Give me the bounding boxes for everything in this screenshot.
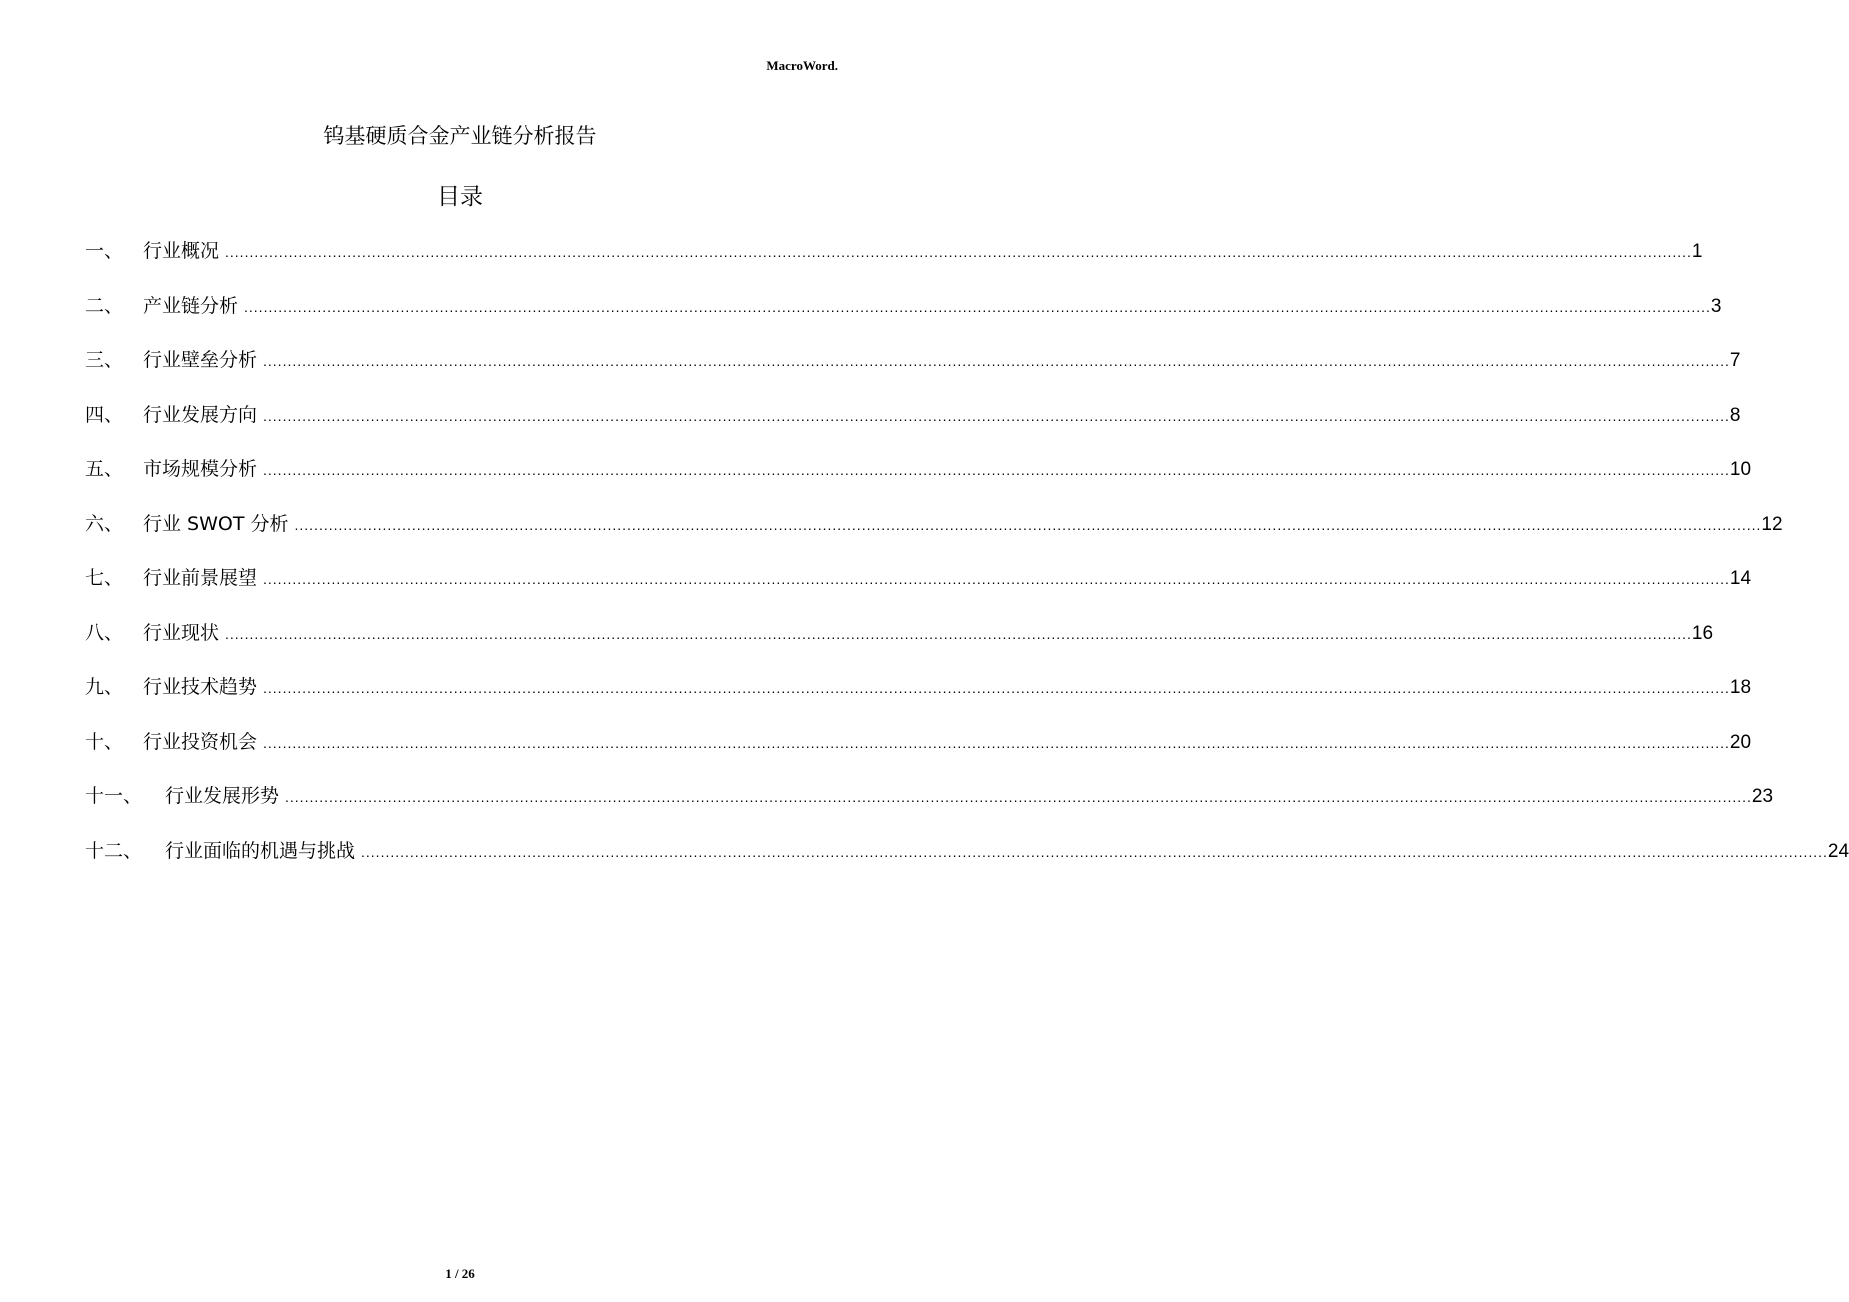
toc-entry-page[interactable]: 12: [1761, 513, 1783, 535]
toc-entry-label[interactable]: 产业链分析: [143, 294, 239, 317]
toc-entry-number: 四、: [85, 403, 124, 426]
toc-entry[interactable]: [85, 454, 1752, 509]
toc-entry[interactable]: [85, 509, 1783, 564]
table-of-contents: [85, 236, 1849, 890]
header-brand: MacroWord.: [766, 58, 838, 73]
dot-leader: ............................................................................................................................................................................................................................................................................................................: [225, 244, 1692, 260]
toc-entry-label[interactable]: 行业概况: [143, 240, 220, 262]
toc-entry-page[interactable]: 23: [1751, 786, 1774, 807]
dot-leader: ............................................................................................................................................................................................................................................................................................................: [263, 462, 1730, 478]
dot-leader: ............................................................................................................................................................................................................................................................................................................: [361, 843, 1828, 860]
toc-entry-label[interactable]: 行业发展形势: [165, 785, 280, 807]
toc-entry-page[interactable]: 18: [1729, 677, 1752, 698]
toc-entry-page[interactable]: 24: [1827, 840, 1849, 862]
toc-entry-label[interactable]: 行业投资机会: [143, 730, 258, 753]
dot-leader: ............................................................................................................................................................................................................................................................................................................: [244, 298, 1711, 315]
toc-heading: 目录: [437, 184, 483, 210]
toc-entry-number: 九、: [85, 676, 124, 698]
dot-leader: ............................................................................................................................................................................................................................................................................................................: [225, 625, 1692, 642]
dot-leader: ............................................................................................................................................................................................................................................................................................................: [263, 571, 1730, 587]
toc-entry-label[interactable]: 行业现状: [143, 621, 220, 644]
toc-entry[interactable]: [85, 618, 1714, 673]
document-title: 钨基硬质合金产业链分析报告: [323, 124, 597, 148]
dot-leader: ............................................................................................................................................................................................................................................................................................................: [285, 789, 1752, 805]
toc-entry-label[interactable]: 行业面临的机遇与挑战: [165, 839, 356, 862]
toc-entry-label[interactable]: 行业技术趋势: [143, 676, 258, 698]
toc-entry[interactable]: [85, 727, 1752, 782]
toc-entry-number: 十一、: [85, 785, 143, 807]
toc-entry[interactable]: [85, 400, 1741, 455]
toc-entry-number: 一、: [85, 240, 124, 262]
toc-entry-page[interactable]: 14: [1729, 568, 1752, 589]
toc-entry-label[interactable]: 行业发展方向: [143, 403, 258, 426]
toc-entry-number: 三、: [85, 349, 124, 371]
toc-entry-page[interactable]: 3: [1710, 295, 1722, 317]
toc-entry[interactable]: [85, 563, 1752, 618]
toc-entry-page[interactable]: 16: [1691, 622, 1714, 644]
toc-entry-page[interactable]: 10: [1729, 459, 1752, 480]
dot-leader: ............................................................................................................................................................................................................................................................................................................: [263, 353, 1730, 369]
toc-entry-number: 五、: [85, 458, 124, 480]
toc-entry-number: 二、: [85, 294, 124, 317]
toc-entry-number: 七、: [85, 567, 124, 589]
toc-entry-page[interactable]: 20: [1729, 731, 1752, 753]
toc-entry-page[interactable]: 8: [1729, 404, 1741, 426]
toc-entry-label[interactable]: 市场规模分析: [143, 458, 258, 480]
dot-leader: ............................................................................................................................................................................................................................................................................................................: [263, 734, 1730, 751]
toc-entry-number: 八、: [85, 621, 124, 644]
dot-leader: ............................................................................................................................................................................................................................................................................................................: [294, 516, 1762, 533]
toc-entry-label[interactable]: 行业壁垒分析: [143, 349, 258, 371]
toc-entry-number: 六、: [85, 512, 124, 535]
dot-leader: ............................................................................................................................................................................................................................................................................................................: [263, 407, 1730, 424]
toc-entry-page[interactable]: 7: [1729, 350, 1741, 371]
toc-entry[interactable]: [85, 236, 1703, 291]
toc-entry-page[interactable]: 1: [1691, 241, 1703, 262]
toc-entry[interactable]: [85, 781, 1774, 836]
toc-entry[interactable]: [85, 836, 1849, 891]
toc-entry-number: 十二、: [85, 839, 143, 862]
toc-entry-label[interactable]: 行业前景展望: [143, 567, 258, 589]
page-indicator: 1 / 26: [445, 1266, 475, 1281]
toc-entry[interactable]: [85, 291, 1722, 346]
toc-entry[interactable]: [85, 345, 1741, 400]
toc-entry-label[interactable]: 行业 SWOT 分析: [143, 512, 289, 535]
toc-entry-number: 十、: [85, 730, 124, 753]
dot-leader: ............................................................................................................................................................................................................................................................................................................: [263, 680, 1730, 696]
toc-entry[interactable]: [85, 672, 1752, 727]
